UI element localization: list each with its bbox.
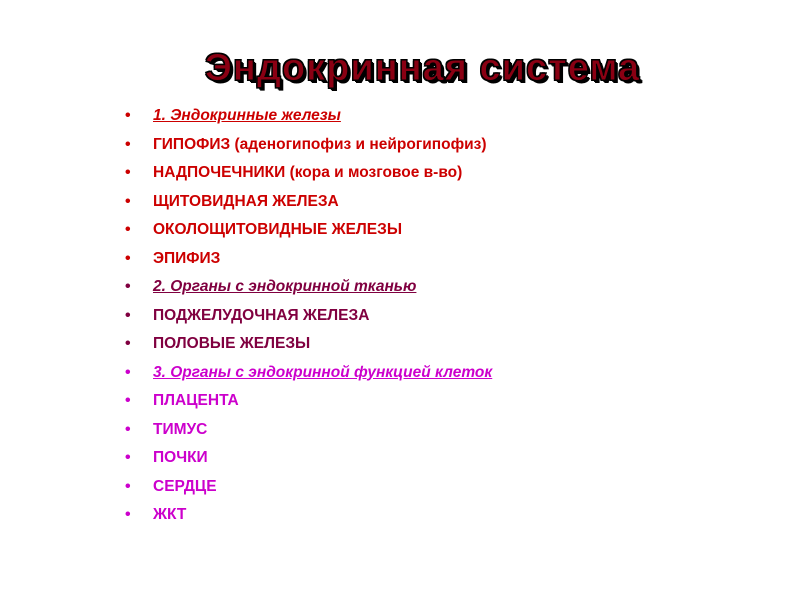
list-item-text: ЩИТОВИДНАЯ ЖЕЛЕЗА <box>153 192 339 210</box>
bullet-icon: • <box>125 221 131 238</box>
list-item <box>125 387 492 416</box>
slide-title: Эндокринная система <box>204 47 641 89</box>
bullet-icon: • <box>125 477 131 495</box>
list-item-text: ЭПИФИЗ <box>153 249 221 267</box>
list-item-text: СЕРДЦЕ <box>153 477 217 495</box>
bullet-icon: • <box>125 506 131 523</box>
bullet-icon: • <box>125 249 131 267</box>
section-heading <box>125 102 492 131</box>
bullet-icon: • <box>125 135 131 153</box>
bullet-icon: • <box>125 363 131 381</box>
list-item <box>125 188 492 217</box>
list-item <box>125 302 492 331</box>
bullet-icon: • <box>125 306 131 324</box>
bullet-icon: • <box>125 278 131 295</box>
bullet-list <box>125 102 492 530</box>
list-item <box>125 216 492 245</box>
list-item-text: ОКОЛОЩИТОВИДНЫЕ ЖЕЛЕЗЫ <box>153 221 403 238</box>
list-item <box>125 501 492 530</box>
section-heading <box>125 273 492 302</box>
list-item-text: ПОЛОВЫЕ ЖЕЛЕЗЫ <box>153 335 311 352</box>
list-item-text: НАДПОЧЕЧНИКИ (кора и мозговое в-во) <box>153 164 463 181</box>
list-item-text: ПОДЖЕЛУДОЧНАЯ ЖЕЛЕЗА <box>153 306 370 324</box>
bullet-icon: • <box>125 449 131 466</box>
list-item-text: ЖКТ <box>153 506 187 523</box>
list-item <box>125 416 492 445</box>
list-item-text: ПЛАЦЕНТА <box>153 392 239 409</box>
bullet-icon: • <box>125 164 131 181</box>
bullet-icon: • <box>125 107 131 124</box>
section-heading-text: 2. Органы с эндокринной тканью <box>153 278 417 295</box>
section-heading-text: 1. Эндокринные железы <box>153 107 341 124</box>
bullet-icon: • <box>125 420 131 438</box>
list-item-text: ПОЧКИ <box>153 449 208 466</box>
list-item <box>125 330 492 359</box>
bullet-icon: • <box>125 335 131 352</box>
list-item <box>125 245 492 274</box>
bullet-icon: • <box>125 192 131 210</box>
section-heading <box>125 359 492 388</box>
bullet-icon: • <box>125 392 131 409</box>
list-item <box>125 444 492 473</box>
list-item <box>125 473 492 502</box>
list-item-text: ТИМУС <box>153 420 208 438</box>
list-item <box>125 131 492 160</box>
list-item-text: ГИПОФИЗ (аденогипофиз и нейрогипофиз) <box>153 135 487 153</box>
section-heading-text: 3. Органы с эндокринной функцией клеток <box>153 363 493 381</box>
list-item <box>125 159 492 188</box>
